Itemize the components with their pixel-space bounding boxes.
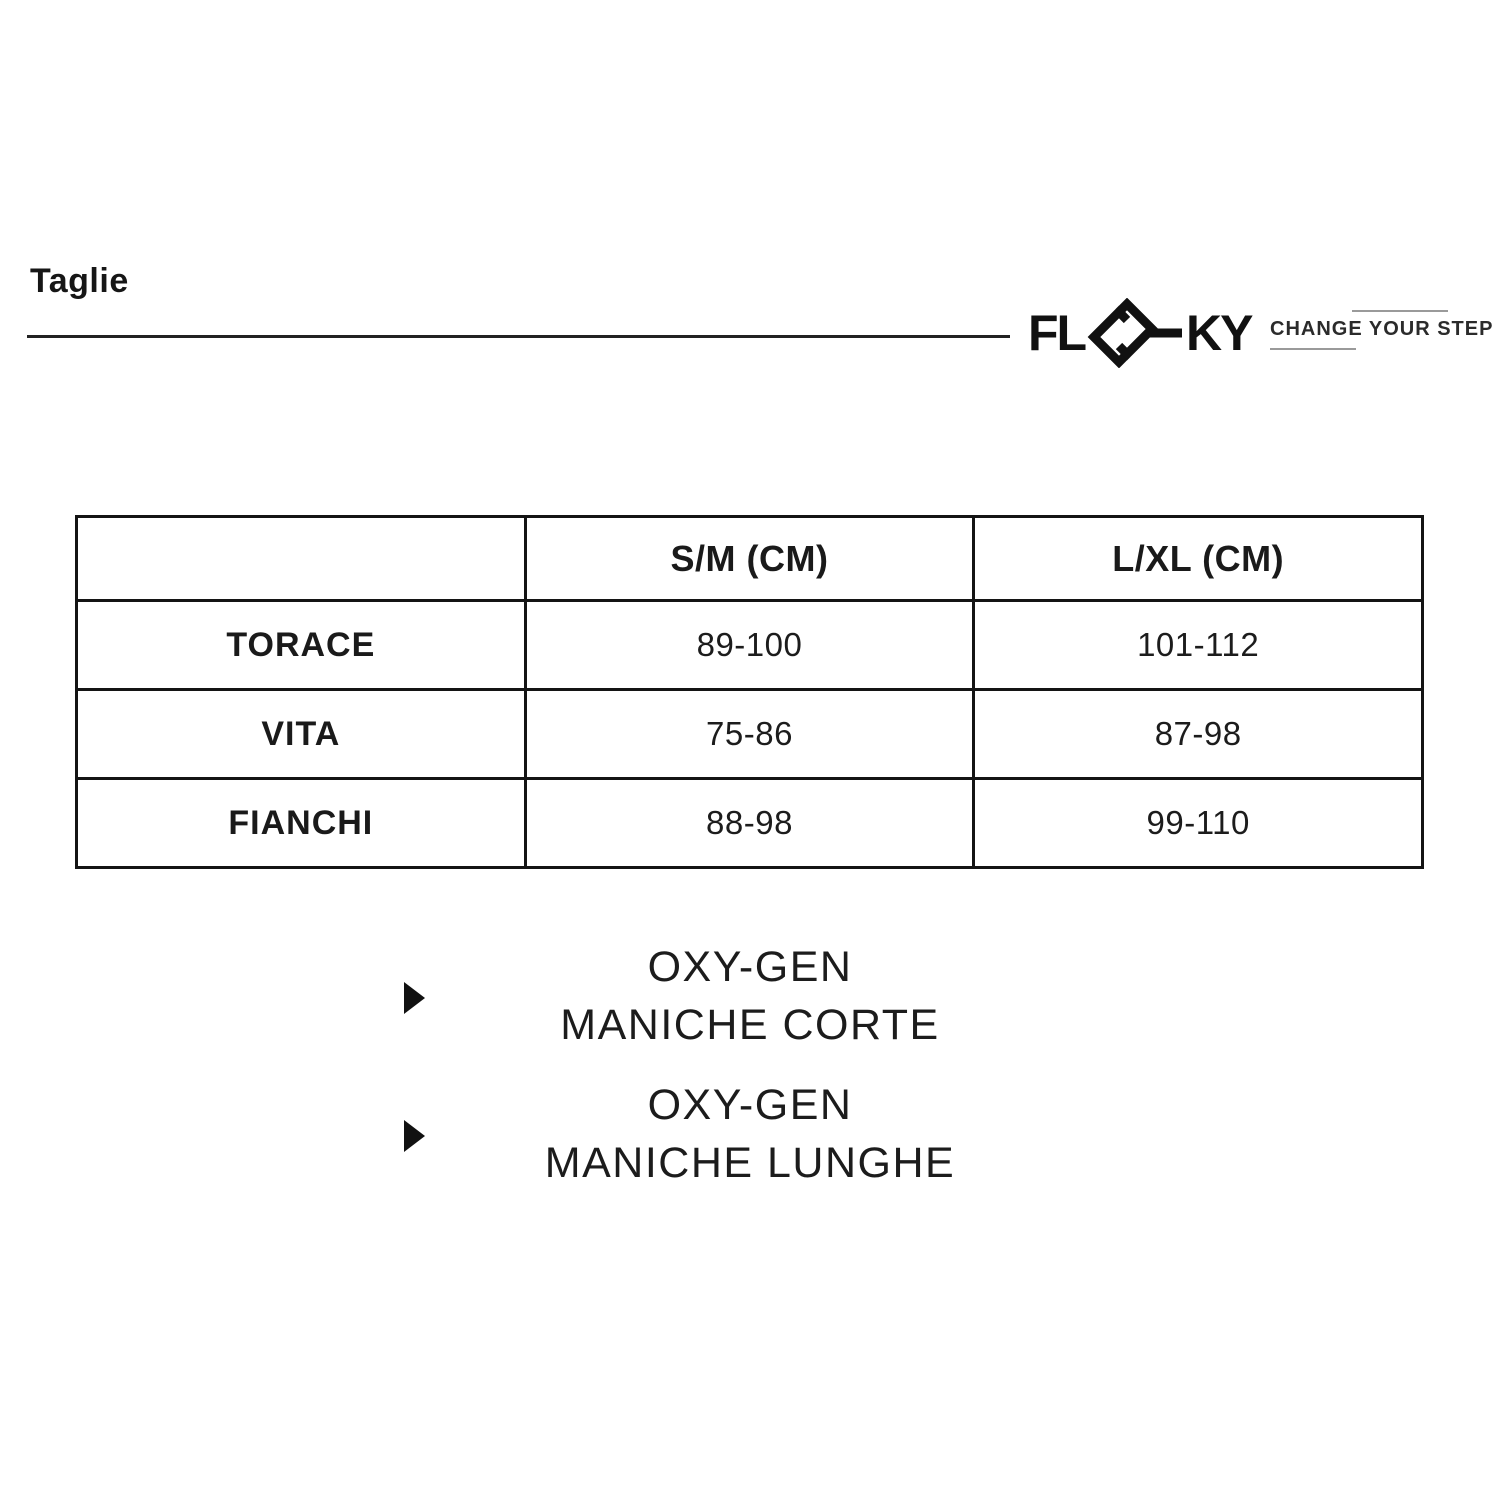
torace-lxl-value: 101-112 xyxy=(974,601,1423,690)
floky-o-icon xyxy=(1094,304,1152,362)
row-label-vita: VITA xyxy=(77,690,526,779)
size-table xyxy=(75,515,1424,869)
vita-sm-value: 75-86 xyxy=(525,690,974,779)
bullet-arrow-icon xyxy=(404,982,425,1014)
fianchi-lxl-value: 99-110 xyxy=(974,779,1423,868)
row-label-fianchi: FIANCHI xyxy=(77,779,526,868)
torace-sm-value: 89-100 xyxy=(525,601,974,690)
fianchi-sm-value: 88-98 xyxy=(525,779,974,868)
product-item-oxygen-maniche-lunghe xyxy=(400,1076,1100,1192)
logo-letters-ky: KY xyxy=(1186,305,1252,361)
brand-tagline: CHANGE YOUR STEP xyxy=(1270,318,1494,340)
table-row xyxy=(77,601,1423,690)
product-name: OXY-GEN xyxy=(647,943,853,991)
tagline-top-line xyxy=(1352,310,1448,312)
product-item-oxygen-maniche-corte xyxy=(400,938,1100,1054)
bullet-arrow-icon xyxy=(404,1120,425,1152)
logo-dash xyxy=(1149,329,1182,338)
product-name: OXY-GEN xyxy=(647,1081,853,1129)
page-title: Taglie xyxy=(30,262,129,300)
column-header-lxl: L/XL (CM) xyxy=(974,517,1423,601)
tagline-bottom-line xyxy=(1270,348,1356,350)
header-divider-line xyxy=(27,335,1010,338)
floky-logo xyxy=(1028,298,1253,368)
column-header-sm: S/M (CM) xyxy=(525,517,974,601)
logo-letters-fl: FL xyxy=(1028,305,1086,361)
product-variant: MANICHE LUNGHE xyxy=(544,1139,956,1187)
size-table-header-row xyxy=(77,517,1423,601)
row-label-torace: TORACE xyxy=(77,601,526,690)
table-row xyxy=(77,690,1423,779)
brand-tagline-block xyxy=(1270,306,1494,350)
product-variant: MANICHE CORTE xyxy=(560,1001,940,1049)
vita-lxl-value: 87-98 xyxy=(974,690,1423,779)
table-row xyxy=(77,779,1423,868)
table-corner-cell xyxy=(77,517,526,601)
